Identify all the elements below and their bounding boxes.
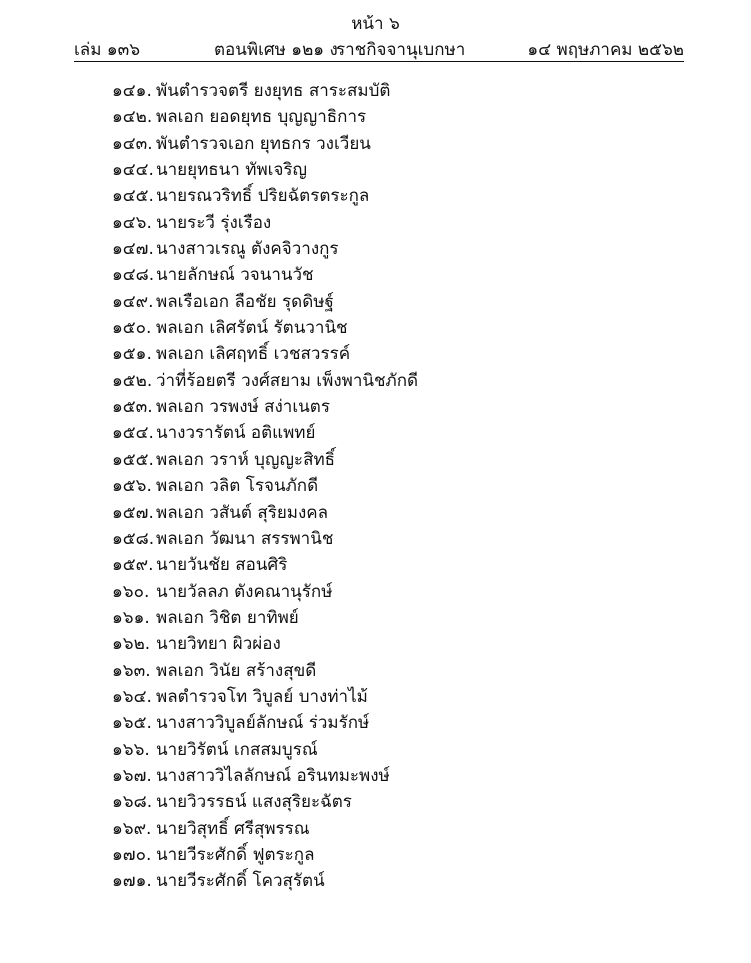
list-item xyxy=(112,631,418,657)
volume-label: เล่ม ๑๓๖ xyxy=(74,40,141,60)
item-name: พลเอก วราห์ บุญญะสิทธิ์ xyxy=(156,449,336,470)
item-name: นายวัลลภ ตังคณานุรักษ์ xyxy=(156,581,333,602)
item-number: ๑๔๔. xyxy=(112,160,154,181)
list-item xyxy=(112,658,418,684)
page-number: หน้า ๖ xyxy=(351,14,400,34)
item-number: ๑๖๐. xyxy=(112,581,150,602)
list-item xyxy=(112,710,418,736)
item-number: ๑๖๔. xyxy=(112,686,152,707)
item-name: นายวิวรรธน์ แสงสุริยะฉัตร xyxy=(156,792,352,813)
list-item xyxy=(112,579,418,605)
item-number: ๑๖๓. xyxy=(112,660,151,681)
item-name: นายวันชัย สอนศิริ xyxy=(156,555,288,576)
item-number: ๑๔๑. xyxy=(112,81,152,101)
list-item xyxy=(112,763,418,789)
item-number: ๑๖๙. xyxy=(112,818,152,839)
item-number: ๑๕๐. xyxy=(112,318,152,339)
item-name: พันตำรวจตรี ยงยุทธ สาระสมบัติ xyxy=(156,81,391,101)
list-item xyxy=(112,157,418,183)
item-number: ๑๔๓. xyxy=(112,133,153,154)
list-item xyxy=(112,552,418,578)
item-number: ๑๕๙. xyxy=(112,555,154,576)
list-item xyxy=(112,684,418,710)
item-name: นายระวี รุ่งเรือง xyxy=(156,212,272,233)
section-label: ตอนพิเศษ ๑๒๑ ง xyxy=(214,40,338,60)
item-name: นายลักษณ์ วจนานวัช xyxy=(156,265,314,286)
item-name: พลเอก เลิศรัตน์ รัตนวานิช xyxy=(156,318,348,339)
item-number: ๑๔๕. xyxy=(112,186,154,207)
item-number: ๑๗๐. xyxy=(112,844,152,865)
item-name: พันตำรวจเอก ยุทธกร วงเวียน xyxy=(156,133,371,154)
item-name: นายรณวริทธิ์ ปริยฉัตรตระกูล xyxy=(156,186,370,207)
item-name: นายวิรัตน์ เกสสมบูรณ์ xyxy=(156,739,318,760)
item-name: นางวรารัตน์ อติแพทย์ xyxy=(156,423,316,444)
item-number: ๑๕๒. xyxy=(112,370,153,391)
item-name: นางสาววิไลลักษณ์ อรินทมะพงษ์ xyxy=(156,765,390,786)
item-name: พลเอก วสันต์ สุริยมงคล xyxy=(156,502,329,523)
list-item xyxy=(112,236,418,262)
list-item xyxy=(112,526,418,552)
item-number: ๑๕๘. xyxy=(112,528,155,549)
list-item xyxy=(112,420,418,446)
list-item xyxy=(112,447,418,473)
item-number: ๑๔๖. xyxy=(112,212,152,233)
item-name: นายวิสุทธิ์ ศรีสุพรรณ xyxy=(156,818,310,839)
list-item xyxy=(112,131,418,157)
item-number: ๑๖๖. xyxy=(112,739,150,760)
list-item xyxy=(112,368,418,394)
list-item xyxy=(112,842,418,868)
item-number: ๑๗๑. xyxy=(112,871,152,892)
item-name: พลเอก เลิศฤทธิ์ เวชสวรรค์ xyxy=(156,344,351,365)
list-item xyxy=(112,473,418,499)
list-item xyxy=(112,262,418,288)
gazette-title: ราชกิจจานุเบกษา xyxy=(336,40,466,60)
list-item xyxy=(112,78,418,104)
list-item xyxy=(112,210,418,236)
item-name: นายวีระศักดิ์ โควสุรัตน์ xyxy=(156,871,325,892)
item-number: ๑๖๘. xyxy=(112,792,153,813)
gazette-header xyxy=(74,36,684,58)
item-number: ๑๖๑. xyxy=(112,607,150,628)
item-number: ๑๕๓. xyxy=(112,397,153,418)
item-number: ๑๔๒. xyxy=(112,107,153,128)
item-number: ๑๔๘. xyxy=(112,265,155,286)
item-number: ๑๖๕. xyxy=(112,713,152,734)
item-name: นางสาวเรณู ตังคจิวางกูร xyxy=(156,239,339,260)
item-name: พลเอก วลิต โรจนภักดี xyxy=(156,476,319,497)
issue-date: ๑๔ พฤษภาคม ๒๕๖๒ xyxy=(527,40,684,60)
header-rule xyxy=(74,61,684,62)
name-list xyxy=(112,78,418,895)
item-name: พลเรือเอก ลือชัย รุดดิษฐ์ xyxy=(156,291,334,312)
item-number: ๑๖๒. xyxy=(112,634,151,655)
item-number: ๑๕๑. xyxy=(112,344,152,365)
item-name: พลเอก ยอดยุทธ บุญญาธิการ xyxy=(156,107,367,128)
list-item xyxy=(112,394,418,420)
list-item xyxy=(112,737,418,763)
list-item xyxy=(112,183,418,209)
list-item xyxy=(112,789,418,815)
item-number: ๑๔๙. xyxy=(112,291,154,312)
list-item xyxy=(112,104,418,130)
item-number: ๑๕๖. xyxy=(112,476,152,497)
list-item xyxy=(112,816,418,842)
item-name: พลเอก วรพงษ์ สง่าเนตร xyxy=(156,397,330,418)
list-item xyxy=(112,315,418,341)
item-number: ๑๕๕. xyxy=(112,449,154,470)
item-name: นายวิทยา ผิวผ่อง xyxy=(156,634,281,655)
item-name: พลตำรวจโท วิบูลย์ บางท่าไม้ xyxy=(156,686,368,707)
item-name: นายวีระศักดิ์ ฟูตระกูล xyxy=(156,844,315,865)
item-name: ว่าที่ร้อยตรี วงศ์สยาม เพ็งพานิชภักดี xyxy=(156,370,419,391)
list-item xyxy=(112,500,418,526)
list-item xyxy=(112,605,418,631)
item-name: นายยุทธนา ทัพเจริญ xyxy=(156,160,308,181)
item-name: นางสาววิบูลย์ลักษณ์ ร่วมรักษ์ xyxy=(156,713,370,734)
item-name: พลเอก วัฒนา สรรพานิช xyxy=(156,528,334,549)
item-name: พลเอก วิชิต ยาทิพย์ xyxy=(156,607,299,628)
list-item xyxy=(112,289,418,315)
list-item xyxy=(112,341,418,367)
list-item xyxy=(112,868,418,894)
item-name: พลเอก วินัย สร้างสุขดี xyxy=(156,660,317,681)
item-number: ๑๕๔. xyxy=(112,423,154,444)
item-number: ๑๖๗. xyxy=(112,765,152,786)
item-number: ๑๔๗. xyxy=(112,239,154,260)
item-number: ๑๕๗. xyxy=(112,502,154,523)
